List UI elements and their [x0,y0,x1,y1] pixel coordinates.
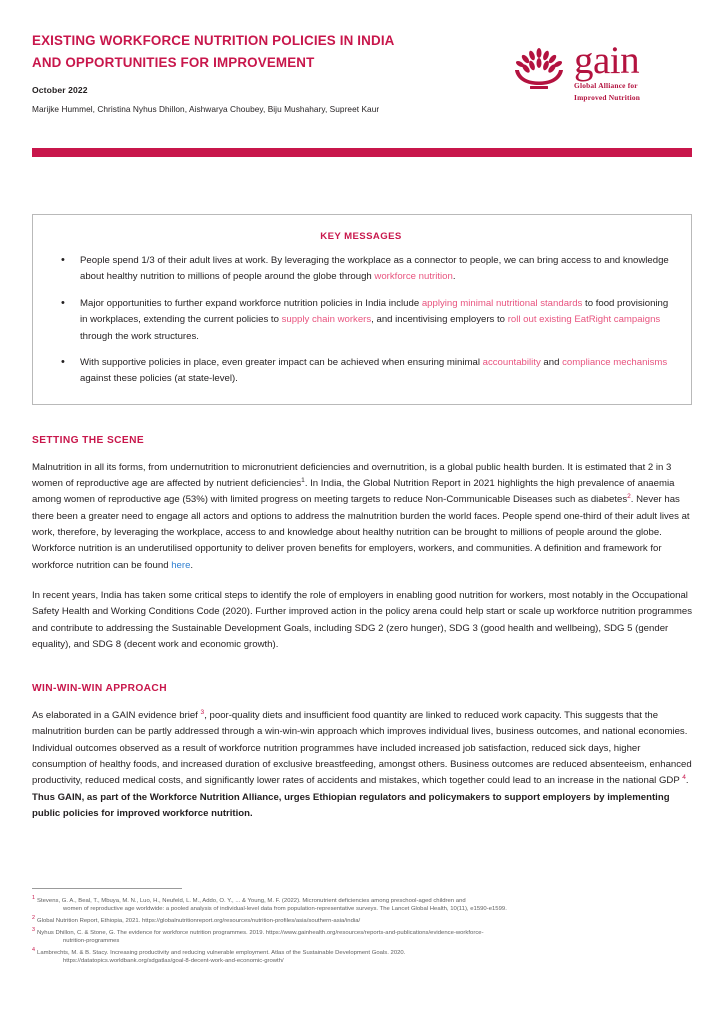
paragraph-setting-the-scene-1 [32,460,692,574]
footnotes-section [32,888,692,969]
text-run: With supportive policies in place, even greater impact can be achieved when ensuring minimal [80,357,483,369]
gain-bowl-logo-icon [510,42,568,90]
highlighted-term: applying minimal nutritional standards [421,297,583,309]
text-run: through the work structures. [80,330,199,342]
text-run: . [190,559,194,571]
paragraph-win-win-win-1 [32,708,692,822]
publication-date: October 2022 [32,85,88,95]
page-title-line-1: EXISTING WORKFORCE NUTRITION POLICIES IN INDIA [32,33,395,48]
text-run: , and incentivising employers to [371,314,508,326]
paragraph-setting-the-scene-2: In recent years, India has taken some critical steps to identify the role of employers in enabling good nutrition for workers, most notably in the Occupational Safety Health and Working Conditions Code (2020). Further improved action in the policy arena could help start or scale up workforce nutrition programmes and contribute to addressing the Sustainable Development Goals, including SDG 2 (zero hunger), SDG 3 (good health and wellbeing), SDG 5 (gender equality), and SDG 8 (decent work and economic growth). [32,589,692,650]
footnote-list [32,894,692,966]
footnote-ref-4[interactable]: 4 [682,774,686,782]
text-run: Major opportunities to further expand workforce nutrition policies in India include [80,297,422,309]
text-run: . In India, the Global Nutrition Report in 2021 highlights the high prevalence of anaemia among women of reproductive age (53%) with limited progress on meeting targets to reduce Non-Communicable Diseases such as diabetes [32,478,675,506]
page-title [32,30,484,74]
text-run: People spend 1/3 of their adult lives at work. By leveraging the workplace as a connector to people, we can bring access to and knowledge about healthy nutrition to millions of people around the globe through [80,255,669,283]
gain-wordmark-block [574,39,641,103]
key-messages-title: KEY MESSAGES [320,231,402,242]
key-message-item [49,296,673,345]
footnote-text: Global Nutrition Report, Ethiopia, 2021. https://globalnutritionreport.org/resources/nutrition-profiles/asia/southern-asia/india/ [37,918,361,925]
gain-wordmark: gain [574,39,640,82]
gain-tagline-line-1: Global Alliance for [574,81,638,90]
section-heading-win-win-win: WIN-WIN-WIN APPROACH [32,683,167,695]
footnote-marker: 1 [32,894,36,901]
footnote-text-continued: nutrition-programmes [63,938,120,945]
footnote-text-continued: women of reproductive age worldwide: a pooled analysis of individual-level data from population-representative surveys. The Lancet Global Health, 10(11), e1590-e1599. [63,906,507,913]
text-run: against these policies (at state-level). [80,373,238,385]
gain-logo [510,39,692,104]
section-heading-setting-the-scene: SETTING THE SCENE [32,434,145,446]
footnote-ref-3[interactable]: 3 [200,708,205,716]
footnote-entry [32,946,692,966]
key-message-item [49,253,673,286]
highlighted-term: workforce nutrition [374,271,453,283]
footnote-entry [32,926,692,946]
text-run: . Never has there been a greater need to engage all actors and options to address the malnutrition burden the world faces. People spend one-third of their adult lives at work, therefore, by leveraging the workplace, access to and knowledge about healthy nutrition can be brought to millions of people around the globe. Workforce nutrition is an underutilised opportunity to deliver proven benefits for employers, workers, and communities. A definition and framework for workforce nutrition can be found [32,494,690,571]
gain-tagline-line-2: Improved Nutrition [574,93,641,102]
footnote-text: Lambrechts, M. & B. Stacy. Increasing productivity and reducing vulnerable employment. Atlas of the Sustainable Development Goals. 2020. [37,949,406,956]
key-messages-list [49,253,673,388]
highlighted-term: accountability [482,357,541,369]
document-header [32,0,692,126]
header-text-block [32,30,484,114]
header-divider [32,148,692,157]
footnote-marker: 3 [32,926,36,933]
text-run: to food provisioning in workplaces, extending the current policies to [80,297,669,326]
highlighted-term: compliance mechanisms [562,357,668,369]
footnote-ref-2[interactable]: 2 [627,493,631,501]
footnote-text-continued: https://datatopics.worldbank.org/sdgatlas/goal-8-decent-work-and-economic-growth/ [63,958,284,965]
footnote-text: Stevens, G. A., Beal, T., Mbuya, M. N., Luo, H., Neufeld, L. M., Addo, O. Y., ... & Young, M. F. (2022). Micronutrient deficiencies among preschool-aged children and [37,897,466,904]
footnote-divider [32,888,182,889]
text-run: , poor-quality diets and insufficient food quantity are linked to reduced work capacity. This suggests that the malnutrition burden can be partly addressed through a win-win-win approach which improves individual lives, business outcomes, and national economies. Individual outcomes observed as a result of workforce nutrition programmes have included increased job satisfaction, reduced sick days, higher consumption of healthy foods, and increased duration of exclusive breastfeeding, amongst others. Business outcomes are reduced absenteeism, enhanced productivity, reduced medical costs, and significantly lower rates of accidents and mistakes, which together could lead to an increase in the national GDP [32,710,692,787]
highlighted-term: supply chain workers [281,314,372,326]
text-run: . [685,775,689,787]
text-run: and [540,357,563,369]
call-to-action-text: Thus GAIN, as part of the Workforce Nutrition Alliance, urges Ethiopian regulators and policymakers to support employers by implementing public policies for improved workforce nutrition. [32,791,670,819]
footnote-entry [32,894,692,914]
here-link[interactable]: here [171,559,191,571]
highlighted-term: roll out existing EatRight campaigns [507,314,661,326]
footnote-ref-1[interactable]: 1 [301,476,305,484]
key-message-item [49,355,673,388]
text-run: Malnutrition in all its forms, from undernutrition to micronutrient deficiencies and overnutrition, is a global public health burden. It is estimated that 2 in 3 women of reproductive age are affected by nutrient deficiencies [32,461,672,490]
author-list: Marijke Hummel, Christina Nyhus Dhillon, Aishwarya Choubey, Biju Mushahary, Supreet Kaur [32,104,380,114]
text-run: . [452,271,456,283]
footnote-entry [32,917,692,926]
footnote-text: Nyhus Dhillon, C. & Stone, G. The evidence for workforce nutrition programmes. 2019. https://www.gainhealth.org/resources/reports-and-publications/evidence-workforce- [37,929,484,936]
text-run: As elaborated in a GAIN evidence brief [32,710,201,722]
key-messages-box [32,214,692,405]
footnote-marker: 2 [32,915,36,922]
page-title-line-2: AND OPPORTUNITIES FOR IMPROVEMENT [32,55,315,70]
footnote-marker: 4 [32,946,36,953]
